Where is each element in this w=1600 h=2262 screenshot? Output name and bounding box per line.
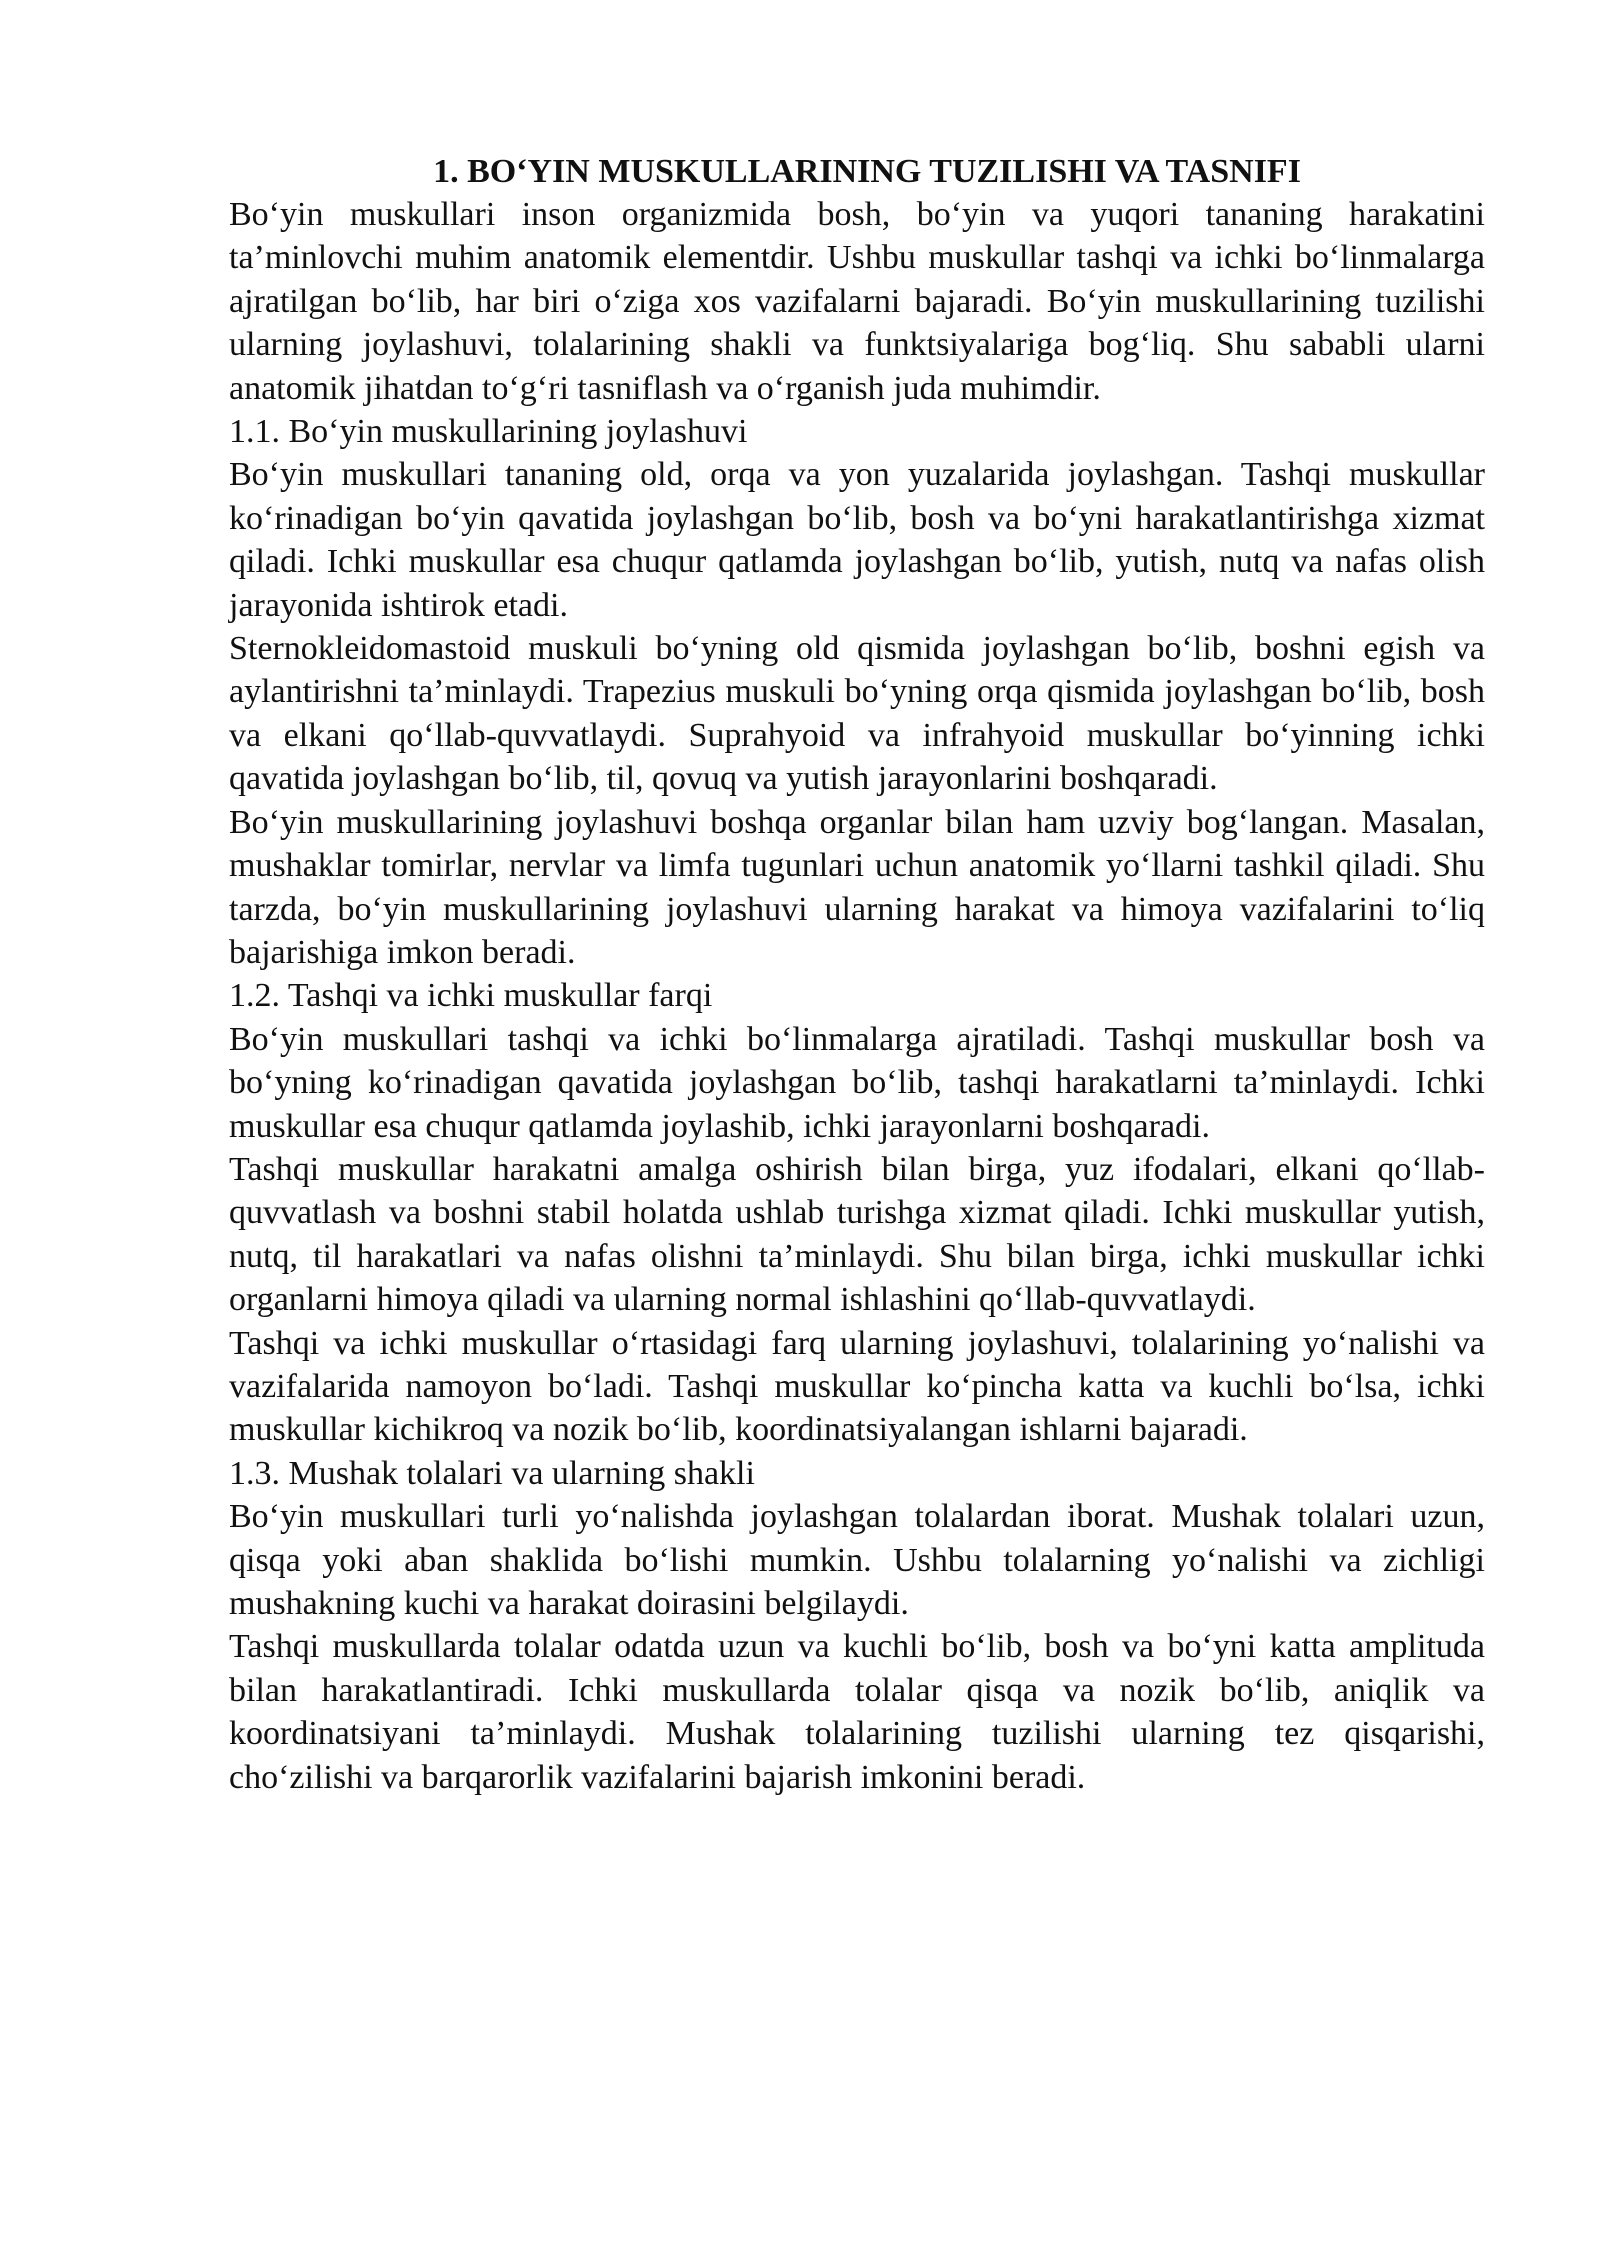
document-title: 1. BO‘YIN MUSKULLARINING TUZILISHI VA TASNIFI (433, 153, 1301, 190)
section-1-3-paragraph-1: Bo‘yin muskullari turli yo‘nalishda joylashgan tolalardan iborat. Mushak tolalari uzun, qisqa yoki aban shaklida bo‘lishi mumkin. Ushbu tolalarning yo‘nalishi va zichligi mushakning kuchi va harakat doirasini belgilaydi. (229, 1498, 1485, 1622)
section-1-1-paragraph-3: Bo‘yin muskullarining joylashuvi boshqa organlar bilan ham uzviy bog‘langan. Masalan, mushaklar tomirlar, nervlar va limfa tugunlari uchun anatomik yo‘llarni tashkil qiladi. Shu tarzda, bo‘yin muskullarining joylashuvi ularning harakat va himoya vazifalarini to‘liq bajarishiga imkon beradi. (229, 803, 1485, 971)
document-page (229, 150, 1485, 1799)
section-heading-1-1: 1.1. Bo‘yin muskullarining joylashuvi (229, 413, 748, 451)
section-1-3-paragraph-2: Tashqi muskullarda tolalar odatda uzun va kuchli bo‘lib, bosh va bo‘yni katta amplituda bilan harakatlantiradi. Ichki muskullarda tolalar qisqa va nozik bo‘lib, aniqlik va koordinatsiyani ta’minlaydi. Mushak tolalarining tuzilishi ularning tez qisqarishi, cho‘zilishi va barqarorlik vazifalarini bajarish imkonini beradi. (229, 1628, 1485, 1796)
section-heading-1-3: 1.3. Mushak tolalari va ularning shakli (229, 1454, 755, 1492)
section-1-1-paragraph-1: Bo‘yin muskullari tananing old, orqa va yon yuzalarida joylashgan. Tashqi muskullar ko‘rinadigan bo‘yin qavatida joylashgan bo‘lib, bosh va bo‘yni harakatlantirishga xizmat qiladi. Ichki muskullar esa chuqur qatlamda joylashgan bo‘lib, yutish, nutq va nafas olish jarayonida ishtirok etadi. (229, 456, 1485, 624)
section-1-2-paragraph-1: Bo‘yin muskullari tashqi va ichki bo‘linmalarga ajratiladi. Tashqi muskullar bosh va bo‘yning ko‘rinadigan qavatida joylashgan bo‘lib, tashqi harakatlarni ta’minlaydi. Ichki muskullar esa chuqur qatlamda joylashib, ichki jarayonlarni boshqaradi. (229, 1020, 1485, 1145)
section-1-1-paragraph-2: Sternokleidomastoid muskuli bo‘yning old qismida joylashgan bo‘lib, boshni egish va aylantirishni ta’minlaydi. Trapezius muskuli bo‘yning orqa qismida joylashgan bo‘lib, bosh va elkani qo‘llab-quvvatlaydi. Suprahyoid va infrahyoid muskullar bo‘yinning ichki qavatida joylashgan bo‘lib, til, qovuq va yutish jarayonlarini boshqaradi. (229, 630, 1485, 798)
intro-paragraph: Bo‘yin muskullari inson organizmida bosh, bo‘yin va yuqori tananing harakatini ta’minlovchi muhim anatomik elementdir. Ushbu muskullar tashqi va ichki bo‘linmalarga ajratilgan bo‘lib, har biri o‘ziga xos vazifalarni bajaradi. Bo‘yin muskullarining tuzilishi ularning joylashuvi, tolalarining shakli va funktsiyalariga bog‘liq. Shu sababli ularni anatomik jihatdan to‘g‘ri tasniflash va o‘rganish juda muhimdir. (229, 196, 1485, 407)
section-1-2-paragraph-3: Tashqi va ichki muskullar o‘rtasidagi farq ularning joylashuvi, tolalarining yo‘nalishi va vazifalarida namoyon bo‘ladi. Tashqi muskullar ko‘pincha katta va kuchli bo‘lsa, ichki muskullar kichikroq va nozik bo‘lib, koordinatsiyalangan ishlarni bajaradi. (229, 1324, 1485, 1449)
section-heading-1-2: 1.2. Tashqi va ichki muskullar farqi (229, 977, 713, 1015)
section-1-2-paragraph-2: Tashqi muskullar harakatni amalga oshirish bilan birga, yuz ifodalari, elkani qo‘llab-quvvatlash va boshni stabil holatda ushlab turishga xizmat qiladi. Ichki muskullar yutish, nutq, til harakatlari va nafas olishni ta’minlaydi. Shu bilan birga, ichki muskullar ichki organlarni himoya qiladi va ularning normal ishlashini qo‘llab-quvvatlaydi. (229, 1150, 1485, 1319)
